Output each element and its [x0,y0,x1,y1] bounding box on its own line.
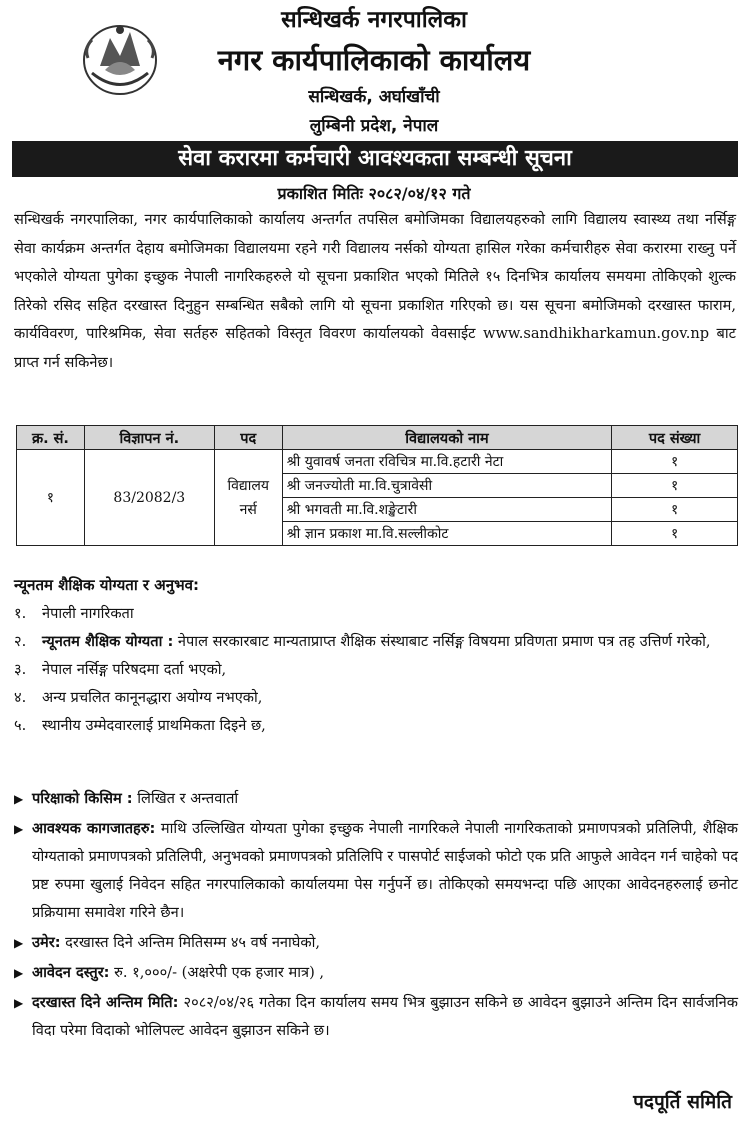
bullet-label: आवश्यक कागजातहरु: [32,820,156,837]
header-count: पद संख्या [612,426,738,450]
header-post: पद [214,426,282,450]
table-header-row [17,426,738,450]
item-text: नेपाल सरकारबाट मान्यताप्राप्त शैक्षिक संस्थाबाट नर्सिङ्ग विषयमा प्रविणता प्रमाण पत्र तह उत्तिर्ण गरेको, [173,633,711,650]
list-item [14,684,738,712]
table-row [17,450,738,474]
item-number: २. [14,633,27,650]
triangle-bullet-icon: ▶ [14,936,24,950]
post-count: १ [612,450,738,474]
bullet-label: उमेर: [32,934,61,951]
serial-cell: १ [17,450,85,546]
bullet-text: रु. १,०००/- (अक्षरेपी एक हजार मात्र) , [109,964,325,981]
requirements-list [14,785,738,1047]
post-count: १ [612,474,738,498]
bullet-text: दरखास्त दिने अन्तिम मितिसम्म ४५ वर्ष ननाघेको, [60,934,321,951]
province-line: लुम्बिनी प्रदेश, नेपाल [309,116,439,136]
letterhead [0,0,748,140]
bullet-item-fee [14,959,738,987]
header-school: विद्यालयको नाम [282,426,611,450]
office-address: सन्धिखर्क, अर्घाखाँची [308,87,440,107]
item-number: ५. [14,717,27,734]
post-count: १ [612,498,738,522]
triangle-bullet-icon: ▶ [14,966,24,980]
bullet-item-deadline [14,989,738,1045]
item-number: ४. [14,689,27,706]
bullet-label: दरखास्त दिने अन्तिम मिति: [32,994,179,1011]
triangle-bullet-icon: ▶ [14,822,24,836]
municipality-name: सन्धिखर्क नगरपालिका [281,7,467,33]
bullet-item-exam [14,785,738,813]
list-item [14,712,738,740]
office-name: नगर कार्यपालिकाको कार्यालय [217,43,531,77]
header-ad-no: विज्ञापन नं. [84,426,214,450]
bullet-label: आवेदन दस्तुर: [32,964,110,981]
bullet-label: परिक्षाको किसिम : [32,790,133,807]
vacancy-table [16,425,738,546]
item-text: स्थानीय उम्मेदवारलाई प्राथमिकता दिइने छ, [42,717,266,734]
school-name: श्री भगवती मा.वि.शङ्खेटारी [282,498,611,522]
ad-no-cell: 83/2082/3 [84,450,214,546]
intro-paragraph: सन्धिखर्क नगरपालिका, नगर कार्यपालिकाको कार्यालय अन्तर्गत तपसिल बमोजिमका विद्यालयहरुको लागि विद्यालय स्वास्थ्य तथा नर्सिङ्ग सेवा कार्यक्रम अन्तर्गत देहाय बमोजिमका विद्यालयमा रहने गरी विद्यालय नर्सको योग्यता हासिल गरेका कर्मचारीहरु सेवा करारमा राख्नु पर्ने भएकोले योग्यता पुगेका इच्छुक नेपाली नागरिकहरुले यो सूचना प्रकाशित भएको मितिले १५ दिनभित्र कार्यालय समयमा तोकिएको शुल्क तिरेको रसिद सहित दरखास्त दिनुहुन सम्बन्धित सबैको लागि यो सूचना प्रकाशित गरिएको छ। यस सूचना बमोजिमको दरखास्त फाराम, कार्यविवरण, पारिश्रमिक, सेवा सर्तहरु सहितको विस्तृत विवरण कार्यालयको वेवसाईट www.sandhikharkamun.gov.np बाट प्राप्त गर्न सकिनेछ। [14,211,736,371]
bullet-text: लिखित र अन्तवार्ता [132,790,239,807]
signature: पदपूर्ति समिति [633,1091,732,1113]
school-name: श्री ज्ञान प्रकाश मा.वि.सल्लीकोट [282,522,611,546]
bullet-text: माथि उल्लिखित योग्यता पुगेका इच्छुक नेपाली नागरिकले नेपाली नागरिकताको प्रमाणपत्रको प्रतिलिपी, शैक्षिक योग्यताको प्रमाणपत्रको प्रतिलिपी, अनुभवको प्रमाणपत्रको प्रतिलिपि र पासपोर्ट साईजको फोटो एक प्रति आफुले आवेदन गर्न चाहेको पद प्रष्ट रुपमा खुलाई निवेदन सहित नगरपालिकाको कार्यालयमा पेस गर्नुपर्ने छ। तोकिएको समयभन्दा पछि आएका आवेदनहरुलाई छनोट प्रक्रियामा समावेश गरिने छैन। [32,820,738,921]
bullet-item-age [14,929,738,957]
school-name: श्री जनज्योती मा.वि.चुत्रावेसी [282,474,611,498]
list-item [14,628,738,656]
qualifications-list [14,600,738,740]
bullet-item-documents [14,815,738,927]
triangle-bullet-icon: ▶ [14,792,24,806]
post-count: १ [612,522,738,546]
item-number: १. [14,605,27,622]
list-item [14,600,738,628]
item-text: अन्य प्रचलित कानूनद्धारा अयोग्य नभएको, [42,689,263,706]
post-cell: विद्यालय नर्स [214,450,282,546]
item-text: नेपाली नागरिकता [42,605,134,622]
header-serial: क्र. सं. [17,426,85,450]
item-number: ३. [14,661,27,678]
school-name: श्री युवावर्ष जनता रविचित्र मा.वि.हटारी नेटा [282,450,611,474]
notice-title: सेवा करारमा कर्मचारी आवश्यकता सम्बन्धी सूचना [12,141,738,177]
triangle-bullet-icon: ▶ [14,996,24,1010]
list-item [14,656,738,684]
published-date: प्रकाशित मितिः २०८२/०४/१२ गते [277,184,471,203]
qualifications-title: न्यूनतम शैक्षिक योग्यता र अनुभव: [14,576,199,594]
item-text: नेपाल नर्सिङ्ग परिषदमा दर्ता भएको, [42,661,227,678]
bullet-text: २०८२/०४/२६ गतेका दिन कार्यालय समय भित्र बुझाउन सकिने छ आवेदन बुझाउने अन्तिम दिन सार्वजनिक विदा परेमा विदाको भोलिपल्ट आवेदन बुझाउन सकिने छ। [32,994,738,1039]
item-label: न्यूनतम शैक्षिक योग्यता : [42,633,174,650]
